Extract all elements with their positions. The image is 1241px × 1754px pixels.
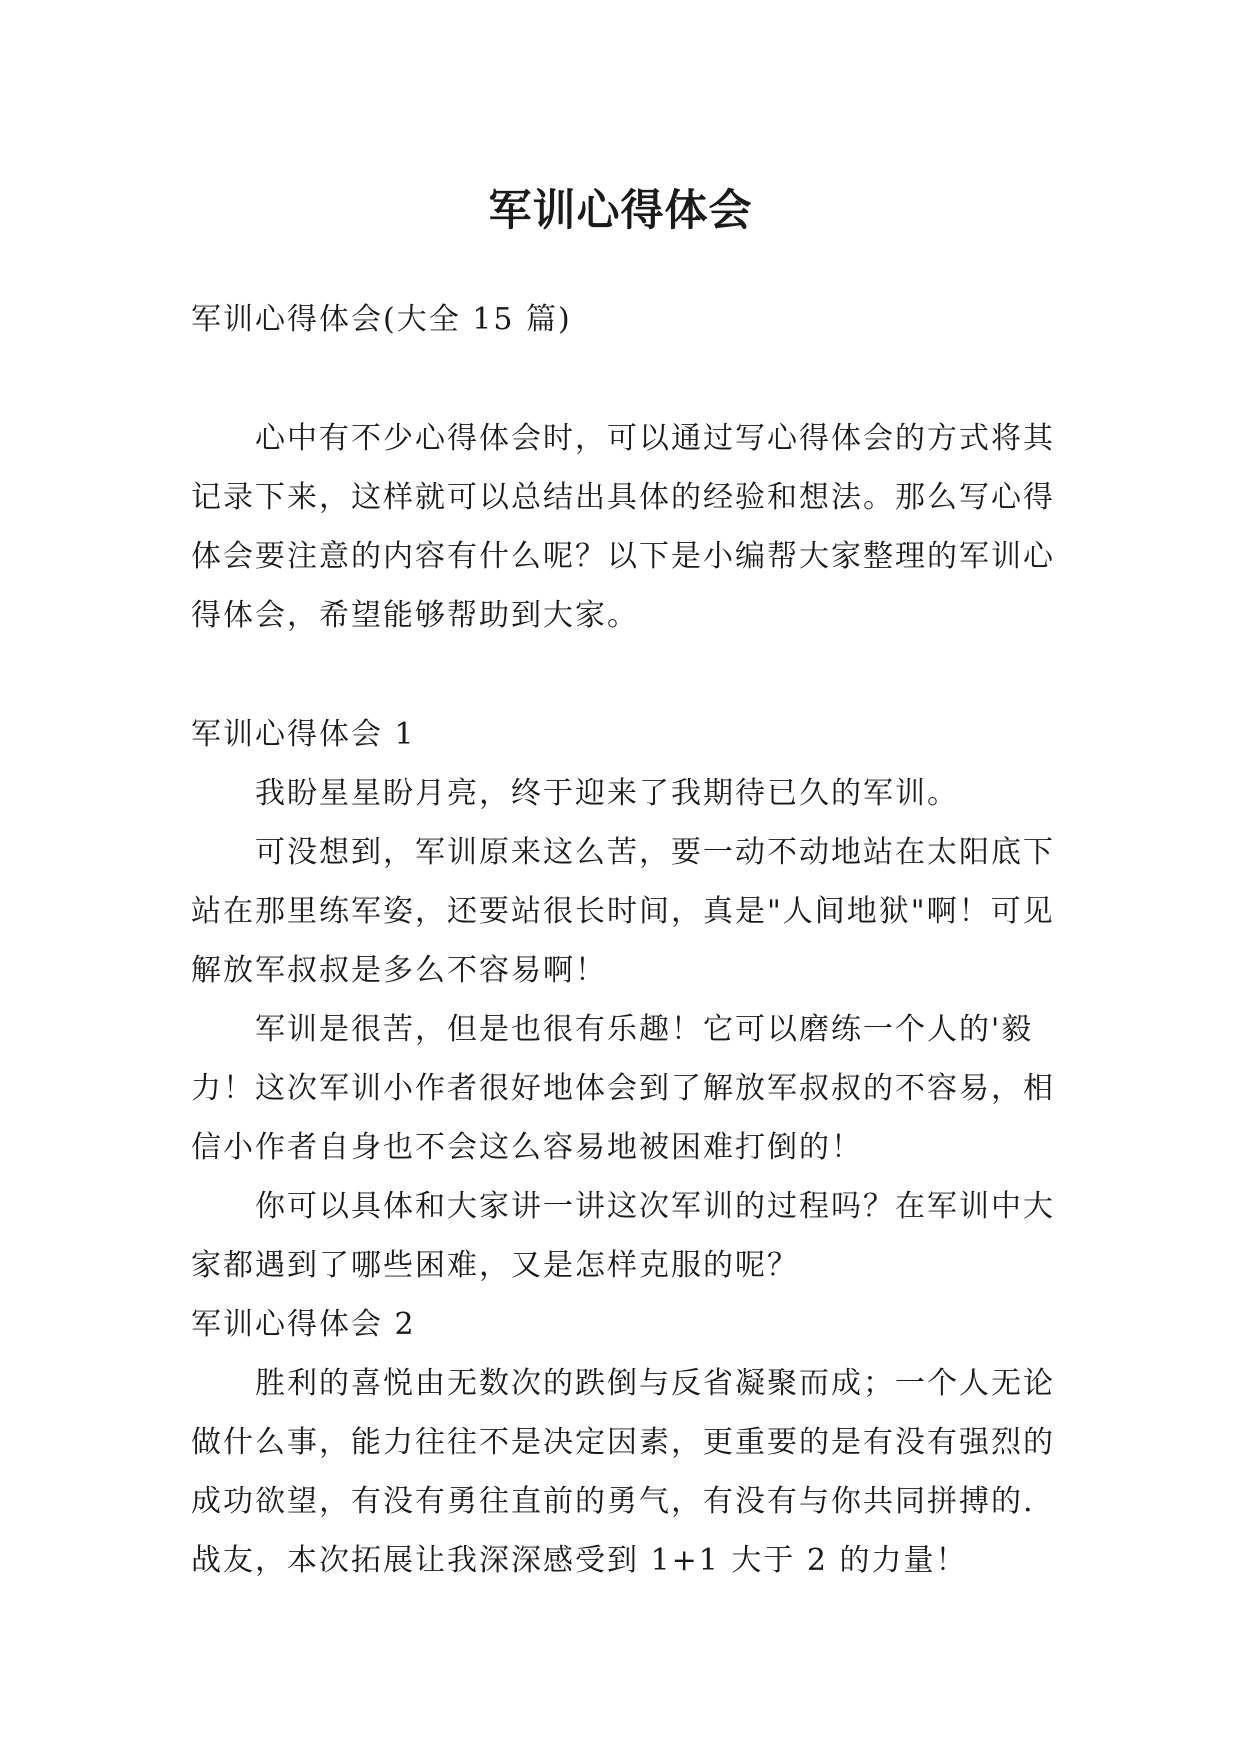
document-subtitle: 军训心得体会(大全 15 篇) [191, 302, 572, 337]
section-1-paragraph-1: 我盼星星盼月亮，终于迎来了我期待已久的军训。 [255, 776, 959, 811]
section-heading-1: 军训心得体会 1 [191, 717, 416, 752]
section-heading-2: 军训心得体会 2 [191, 1307, 416, 1342]
section-1-paragraph-3: 军训是很苦，但是也很有乐趣！它可以磨练一个人的'毅力！这次军训小作者很好地体会到了解放军叔叔的不容易，相信小作者自身也不会这么容易地被困难打倒的！ [191, 1012, 1055, 1165]
document-body [191, 290, 1057, 1590]
intro-paragraph: 心中有不少心得体会时，可以通过写心得体会的方式将其记录下来，这样就可以总结出具体的经验和想法。那么写心得体会要注意的内容有什么呢？以下是小编帮大家整理的军训心得体会，希望能够帮助到大家。 [191, 421, 1055, 633]
section-1-paragraph-2: 可没想到，军训原来这么苦，要一动不动地站在太阳底下站在那里练军姿，还要站很长时间，真是"人间地狱"啊！可见解放军叔叔是多么不容易啊！ [191, 835, 1055, 988]
section-1-paragraph-4: 你可以具体和大家讲一讲这次军训的过程吗？在军训中大家都遇到了哪些困难，又是怎样克服的呢？ [191, 1189, 1055, 1283]
section-2-paragraph-1: 胜利的喜悦由无数次的跌倒与反省凝聚而成；一个人无论做什么事，能力往往不是决定因素，更重要的是有没有强烈的成功欲望，有没有勇往直前的勇气，有没有与你共同拼搏的.战友，本次拓展让我深深感受到 1+1 大于 2 的力量！ [191, 1366, 1055, 1578]
document-title: 军训心得体会 [488, 185, 753, 236]
